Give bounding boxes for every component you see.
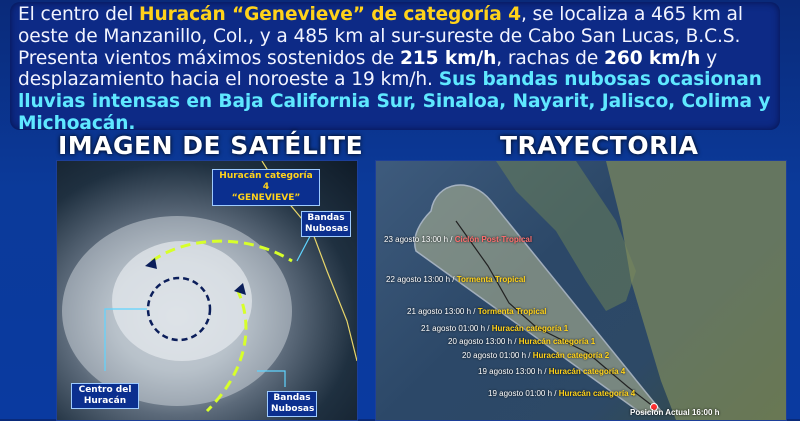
cloud-core	[112, 241, 252, 361]
track-date-6: 20 agosto 01:00 h /	[462, 351, 531, 360]
track-point-4	[421, 324, 568, 333]
track-status-2: Tormenta Tropical	[456, 275, 526, 284]
track-point-5	[448, 337, 595, 346]
track-point-1	[384, 235, 532, 244]
track-date-1: 23 agosto 13:00 h /	[384, 235, 453, 244]
satellite-title: IMAGEN DE SATÉLITE	[58, 131, 364, 160]
bands-label-1	[301, 211, 351, 237]
track-point-3	[407, 307, 547, 316]
rain-bands-text: Sus bandas nubosas ocasionan lluvias intensas en Baja California Sur, Sinaloa, Nayarit, Jalisco, Colima y Michoacán.	[18, 69, 771, 134]
bulletin-text-c: , rachas de	[496, 47, 605, 69]
bands-label-1-l1: Bandas	[307, 213, 345, 223]
track-date-8: 19 agosto 01:00 h /	[488, 389, 557, 398]
track-status-8: Huracán categoría 4	[558, 389, 636, 398]
gust-winds: 260 km/h	[604, 47, 701, 69]
center-label-l1: Centro del	[78, 385, 132, 395]
trajectory-overlay	[376, 161, 786, 420]
current-position-label: Posición Actual 16:00 h	[630, 408, 720, 417]
track-date-4: 21 agosto 01:00 h /	[421, 324, 490, 333]
center-label-l2: Huracán	[83, 396, 127, 406]
bulletin-text-a: El centro del	[18, 4, 140, 25]
bulletin-text-d: y desplazamiento hacia el noroeste a 19 km/h.	[18, 47, 718, 91]
track-status-3: Tormenta Tropical	[477, 307, 547, 316]
track-point-6	[462, 351, 609, 360]
track-point-7	[478, 367, 625, 376]
hurricane-name: Huracán “Genevieve” de categoría 4	[139, 4, 521, 25]
center-label	[71, 383, 139, 409]
track-point-2	[386, 275, 526, 284]
sustained-winds: 215 km/h	[399, 47, 497, 69]
bulletin-panel	[10, 2, 780, 134]
track-status-5: Huracán categoría 1	[518, 337, 596, 346]
trajectory-title: TRAYECTORIA	[500, 131, 699, 160]
track-date-5: 20 agosto 13:00 h /	[448, 337, 517, 346]
box-line-2: “GENEVIEVE”	[231, 193, 301, 203]
bands-label-2	[267, 391, 317, 417]
hurricane-category-box	[212, 169, 320, 206]
bands-label-2-l2: Nubosas	[271, 404, 315, 414]
bands-label-1-l2: Nubosas	[305, 224, 349, 234]
box-line-1: Huracán categoría 4	[219, 171, 313, 192]
track-date-2: 22 agosto 13:00 h /	[386, 275, 455, 284]
track-status-4: Huracán categoría 1	[491, 324, 569, 333]
trajectory-map	[375, 160, 787, 421]
track-point-8	[488, 389, 635, 398]
satellite-image	[56, 160, 358, 421]
bulletin-text-b: , se localiza a 465 km al oeste de Manzanillo, Col., y a 485 km al sur-sureste de Cabo San Lucas, B.C.S. Presenta vientos máximos sostenidos de	[18, 4, 743, 69]
track-status-1: Ciclón Post-Tropical	[454, 235, 533, 244]
track-status-6: Huracán categoría 2	[532, 351, 610, 360]
track-date-7: 19 agosto 13:00 h /	[478, 367, 547, 376]
track-status-7: Huracán categoría 4	[548, 367, 626, 376]
bands-label-2-l1: Bandas	[273, 393, 311, 403]
track-date-3: 21 agosto 13:00 h /	[407, 307, 476, 316]
bulletin-text	[10, 2, 780, 135]
